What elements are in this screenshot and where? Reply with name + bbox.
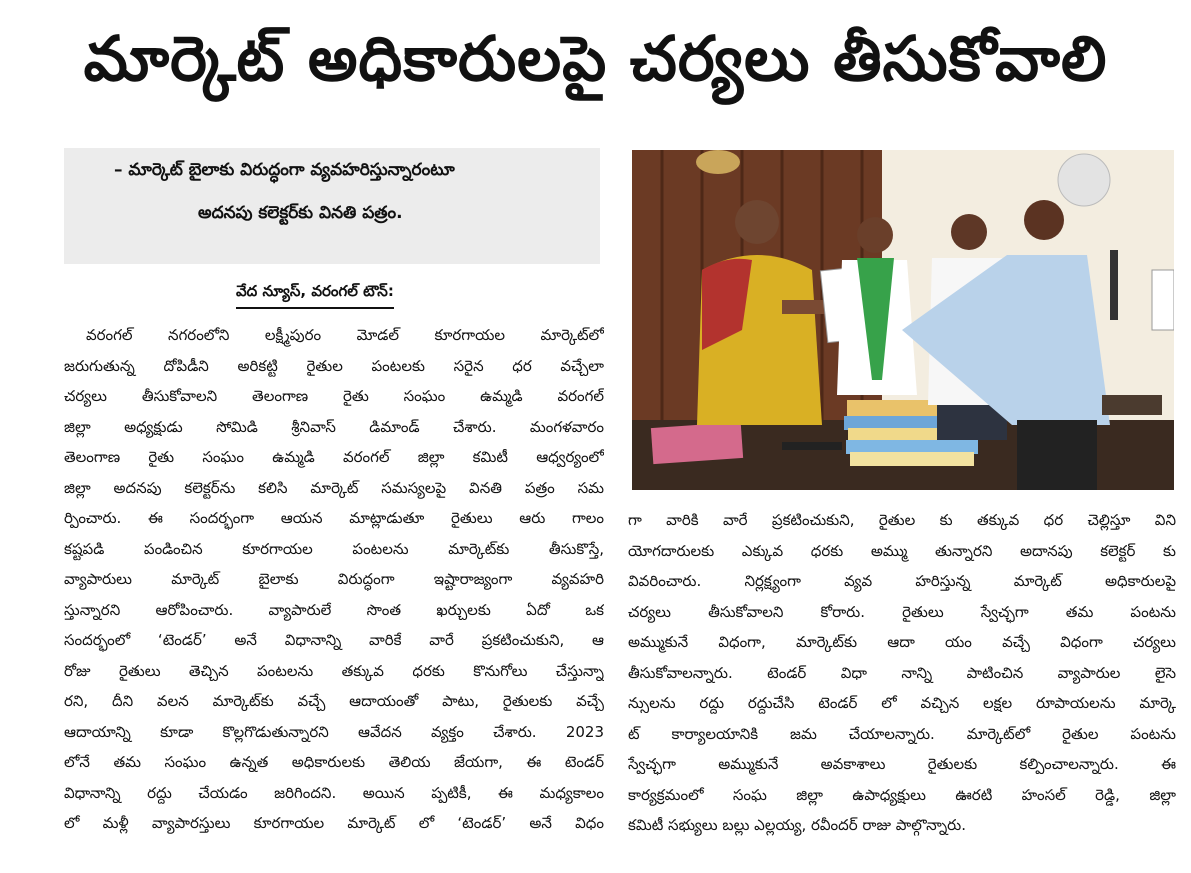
body-line: చర్యలు తీసుకోవాలని తెలంగాణ రైతు సంఘం ఉమ్మడి వరంగల్ [64, 387, 604, 405]
body-line: విధానాన్ని రద్దు చేయడం జరిగిందని. అయిన ప్పటికీ, ఈ మధ్యకాలం [64, 783, 604, 802]
body-line: సందర్భంలో ‘టెండర్’ అనే విధానాన్ని వారికే వారే ప్రకటించుకుని, ఆ [64, 631, 604, 649]
subheadline-line-2: అదనపు కలెక్టర్‌కు వినతి పత్రం. [198, 203, 403, 223]
body-line: తెలంగాణ రైతు సంఘం ఉమ్మడి వరంగల్ జిల్లా కమిటీ ఆధ్వర్యంలో [64, 448, 604, 466]
body-line: లోనే తమ సంఘం ఉన్నత అధికారులకు తెలియ జేయగా, ఈ టెండర్ [64, 753, 604, 771]
body-line: జిల్లా అధ్యక్షుడు సోమిడి శ్రీనివాస్ డిమాండ్ చేశారు. మంగళవారం [64, 417, 604, 436]
body-line: న్సులను రద్దు రద్దుచేసి టెండర్ లో వచ్చిన లక్షల రూపాయలను మార్కె [628, 694, 1176, 712]
article-column-left [64, 320, 604, 839]
body-line: కష్టపడి పండించిన కూరగాయల పంటలను మార్కెట్‌కు తీసుకొస్తే, [64, 539, 604, 558]
body-line: జరుగుతున్న దోపిడీని అరికట్టి రైతుల పంటలకు సరైన ధర వచ్చేలా [64, 356, 604, 375]
body-line: జిల్లా అదనపు కలెక్టర్‌ను కలిసి మార్కెట్ సమస్యలపై వినతి పత్రం సమ [64, 478, 604, 497]
body-line: చర్యలు తీసుకోవాలని కోరారు. రైతులు స్వేచ్ఛగా తమ పంటను [628, 602, 1176, 621]
body-line: వరంగల్ నగరంలోని లక్ష్మీపురం మోడల్ కూరగాయల మార్కెట్‌లో [86, 326, 604, 344]
body-line: లో మళ్లీ వ్యాపారస్తులు కూరగాయల మార్కెట్ లో ‘టెండర్’ అనే విధం [64, 814, 604, 832]
byline: వేద న్యూస్, వరంగల్ టౌన్: [236, 282, 394, 309]
body-line: కమిటీ సభ్యులు బల్లు ఎల్లయ్య, రవీందర్ రాజు పాల్గొన్నారు. [628, 816, 966, 834]
body-line: అమ్ముకునే విధంగా, మార్కెట్‌కు ఆదా యం వచ్చే విధంగా చర్యలు [628, 633, 1176, 651]
body-line: వ్యాపారులు మార్కెట్ బైలాకు విరుద్ధంగా ఇష్టారాజ్యంగా వ్యవహరి [64, 570, 604, 588]
body-line: గా వారికి వారే ప్రకటించుకుని, రైతుల కు తక్కువ ధర చెల్లిస్తూ విని [628, 511, 1176, 529]
body-line: ర్పించారు. ఈ సందర్భంగా ఆయన మాట్లాడుతూ రైతులు ఆరు గాలం [64, 509, 604, 527]
body-line: ఆదాయాన్ని కూడా కొల్లగొడుతున్నారని ఆవేదన వ్యక్తం చేశారు. 2023 [64, 722, 604, 741]
body-line: రని, దీని వలన మార్కెట్‌కు వచ్చే ఆదాయంతో పాటు, రైతులకు వచ్చే [64, 692, 604, 710]
body-line: వివరించారు. నిర్లక్ష్యంగా వ్యవ హరిస్తున్న మార్కెట్ అధికారులపై [628, 572, 1176, 590]
article-column-right [628, 505, 1176, 841]
body-line: ట్ కార్యాలయానికి జమ చేయాలన్నారు. మార్కెట్‌లో రైతుల పంటను [628, 724, 1176, 743]
headline: మార్కెట్ అధికారులపై చర్యలు తీసుకోవాలి [83, 22, 1108, 95]
body-line: తీసుకోవాలన్నారు. టెండర్ విధా నాన్ని పాటించిన వ్యాపారుల లైసె [628, 663, 1176, 682]
subheadline-line-1: – మార్కెట్ బైలాకు విరుద్ధంగా వ్యవహరిస్తున్నారంటూ [114, 160, 455, 180]
body-line: రోజు రైతులు తెచ్చిన పంటలను తక్కువ ధరకు కొనుగోలు చేస్తున్నా [64, 661, 604, 680]
news-photo [632, 150, 1174, 490]
body-line: స్తున్నారని ఆరోపించారు. వ్యాపారులే సొంత ఖర్చులకు ఏదో ఒక [64, 600, 604, 619]
body-line: యోగదారులకు ఎక్కువ ధరకు అమ్ము తున్నారని అదానపు కలెక్టర్ కు [628, 541, 1176, 560]
body-line: కార్యక్రమంలో సంఘ జిల్లా ఉపాధ్యక్షులు ఊరటి హంసల్ రెడ్డి, జిల్లా [628, 785, 1176, 804]
body-line: స్వేచ్ఛగా అమ్ముకునే అవకాశాలు రైతులకు కల్పించాలన్నారు. ఈ [628, 755, 1176, 773]
